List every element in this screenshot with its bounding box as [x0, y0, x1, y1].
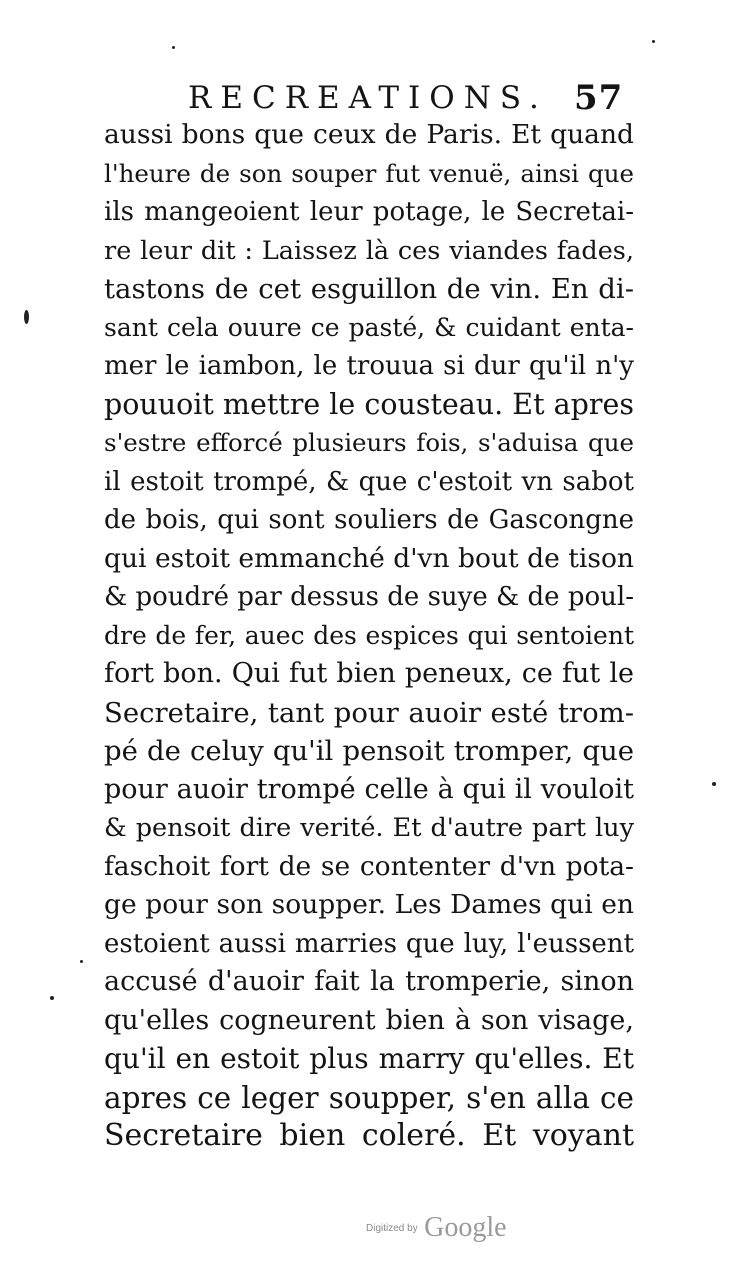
text-line: pour auoir trompé celle à qui il vouloit: [104, 773, 634, 805]
page-number: 57: [574, 78, 624, 118]
text-line: l'heure de son souper fut venuë, ainsi que: [104, 158, 634, 188]
scan-speck: [172, 46, 175, 49]
text-line: sant cela ouure ce pasté, & cuidant enta-: [104, 312, 634, 342]
text-line: aussi bons que ceux de Paris. Et quand: [104, 119, 634, 150]
text-line: fort bon. Qui fut bien peneux, ce fut le: [104, 658, 634, 689]
scan-speck: [24, 310, 29, 324]
text-line: apres ce leger soupper, s'en alla ce: [104, 1080, 634, 1115]
scan-speck: [652, 40, 655, 43]
google-logo: Google: [424, 1212, 507, 1243]
text-line: Secretaire, tant pour auoir esté trom-: [104, 696, 634, 729]
text-line: Secretaire bien coleré. Et voyant: [104, 1118, 634, 1153]
text-line: qu'elles cogneurent bien à son visage,: [104, 1004, 634, 1036]
text-line: s'estre efforcé plusieurs fois, s'aduisa que: [104, 428, 634, 457]
running-head: RECREATIONS.: [188, 80, 548, 116]
text-line: accusé d'auoir fait la tromperie, sinon: [104, 966, 634, 997]
text-line: de bois, qui sont souliers de Gascongne: [104, 505, 634, 535]
text-line: faschoit fort de se contenter d'vn pota-: [104, 850, 634, 882]
text-line: estoient aussi marries que luy, l'eussent: [104, 928, 634, 959]
text-line: & poudré par dessus de suye & de poul-: [104, 582, 634, 612]
text-line: ge pour son soupper. Les Dames qui en: [104, 889, 634, 920]
body-text: [104, 116, 634, 1156]
text-line: tastons de cet esguillon de vin. En di-: [104, 273, 634, 305]
text-line: pouuoit mettre le cousteau. Et apres: [104, 387, 634, 421]
text-line: mer le iambon, le trouua si dur qu'il n'y: [104, 351, 634, 381]
scan-speck: [712, 782, 716, 786]
text-line: ils mangeoient leur potage, le Secretai-: [104, 197, 634, 227]
scan-speck: [80, 960, 83, 963]
text-line: dre de fer, auec des espices qui sentoient: [104, 620, 634, 650]
scan-speck: [50, 996, 54, 1000]
text-line: pé de celuy qu'il pensoit tromper, que: [104, 735, 634, 767]
text-line: & pensoit dire verité. Et d'autre part luy: [104, 813, 634, 843]
digitized-watermark: [366, 1212, 507, 1244]
text-line: qui estoit emmanché d'vn bout de tison: [104, 542, 634, 574]
text-line: qu'il en estoit plus marry qu'elles. Et: [104, 1042, 634, 1075]
watermark-prefix: Digitized by: [366, 1222, 418, 1234]
text-line: re leur dit : Laissez là ces viandes fades,: [104, 235, 634, 266]
text-line: il estoit trompé, & que c'estoit vn sabot: [104, 466, 634, 497]
